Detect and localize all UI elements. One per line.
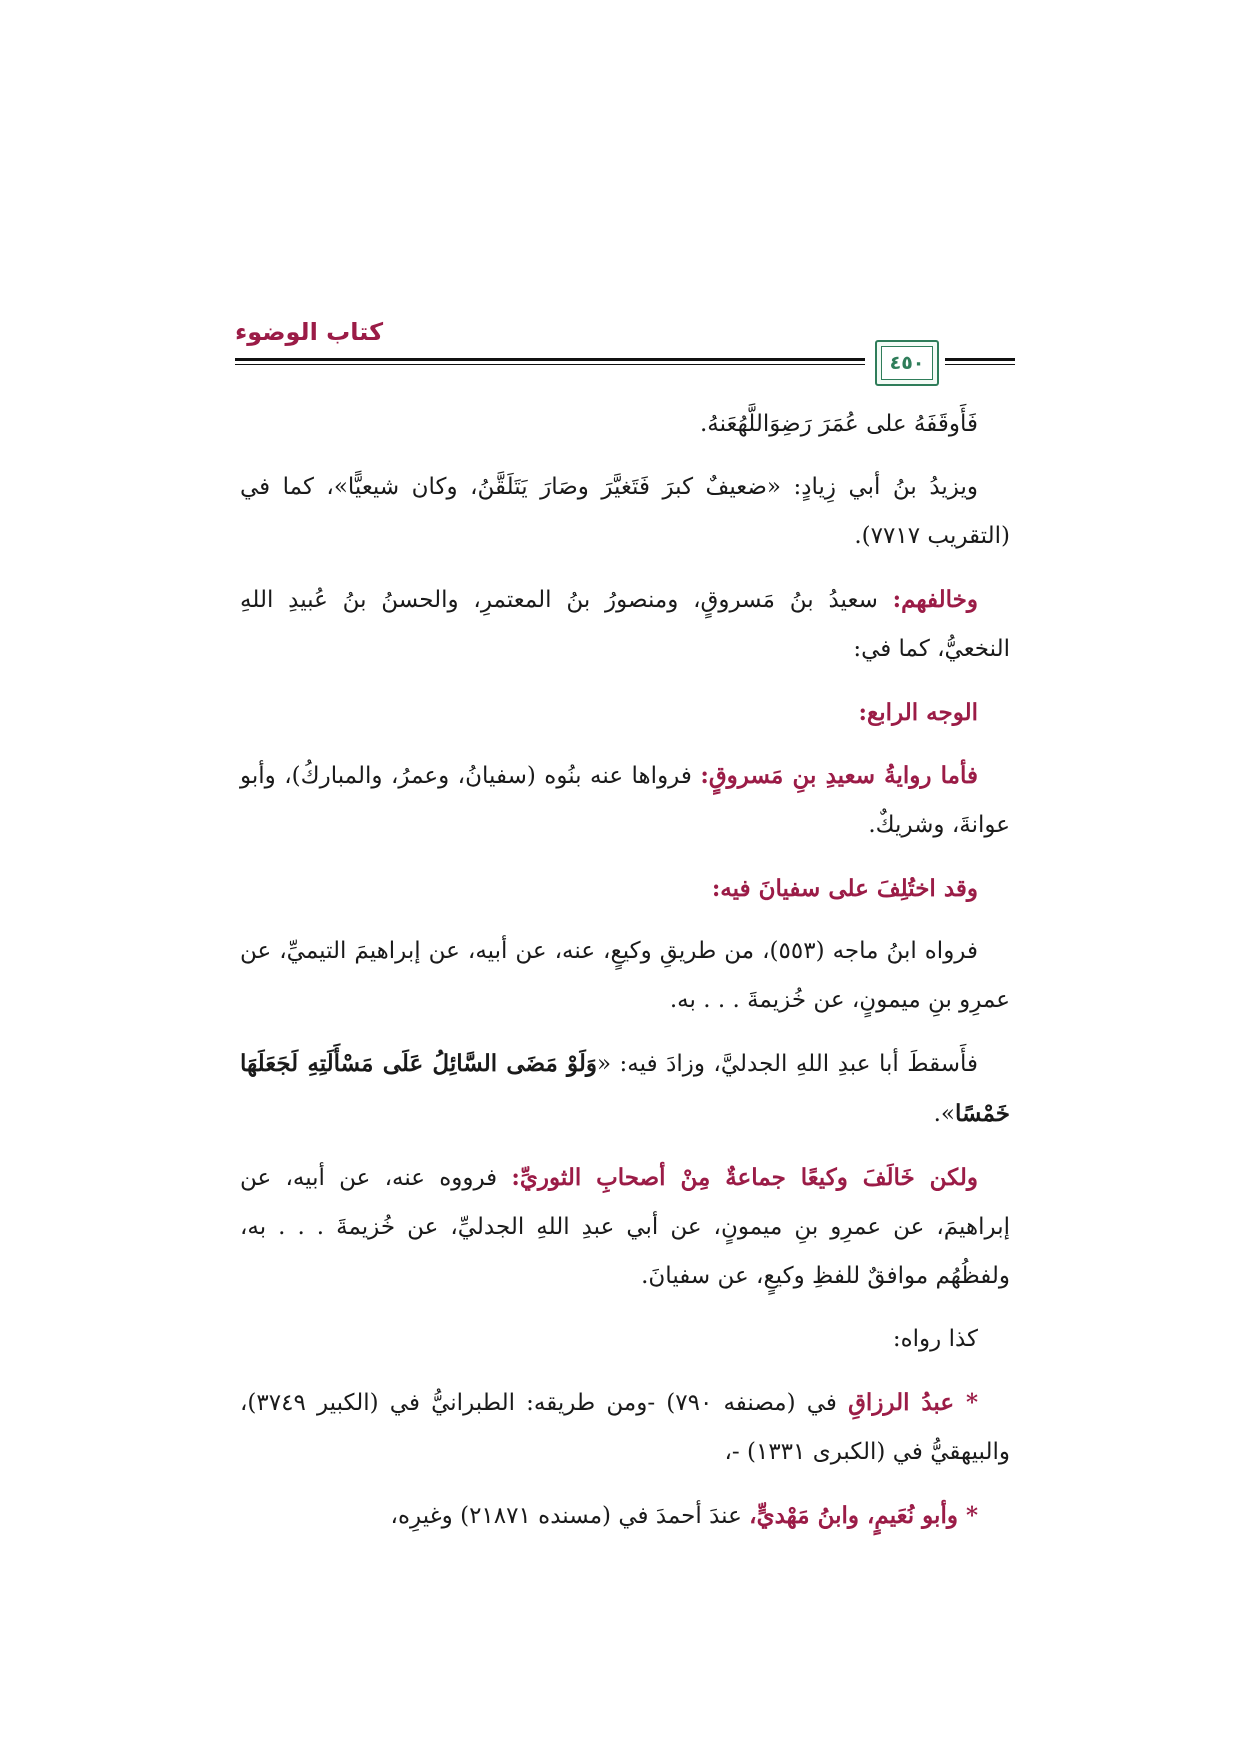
list-item (240, 1378, 1010, 1477)
paragraph: ويزيدُ بنُ أبي زِيادٍ: «ضعيفٌ كبرَ فَتَغيَّرَ وصَارَ يَتَلَقَّنُ، وكان شيعيًّا»، كما في (التقريب ٧٧١٧). (240, 474, 1010, 549)
paragraph (240, 1039, 1010, 1139)
header-rule-thin (235, 364, 865, 365)
paragraph-text: سعيدُ بنُ مَسروقٍ، ومنصورُ بنُ المعتمرِ، والحسنُ بنُ عُبيدِ اللهِ النخعيُّ، كما في: (240, 587, 1010, 662)
paragraph: كذا رواه: (892, 1326, 978, 1352)
section-heading: الوجه الرابع: (858, 699, 978, 726)
paragraph-tail: ». (933, 1101, 955, 1127)
page-number: ٤٥٠ (889, 352, 925, 374)
header-rule-thick-right (945, 358, 1015, 361)
paragraph-lead: وأبو نُعَيمٍ، وابنُ مَهْديٍّ، (749, 1502, 958, 1529)
paragraph-lead: عبدُ الرزاقِ (848, 1389, 955, 1416)
section-heading: وقد اختُلِفَ على سفيانَ فيه: (711, 875, 978, 902)
paragraph-text: عندَ أحمدَ في (مسنده ٢١٨٧١) وغيرِه، (390, 1503, 750, 1529)
list-item (240, 1491, 1010, 1541)
bullet-star: * (954, 1389, 978, 1416)
paragraph-text: فرووه عنه، عن أبيه، عن إبراهيمَ، عن عمرِو بنِ ميمونٍ، عن أبي عبدِ اللهِ الجدليِّ، عن خُزيمةَ . . . به، ولفظُهُم موافقٌ للفظِ وكيعٍ، عن سفيانَ. (240, 1165, 1010, 1289)
paragraph-lead: ولكن خَالَفَ وكيعًا جماعةٌ مِنْ أصحابِ الثوريِّ: (511, 1164, 978, 1191)
page-body (240, 400, 1010, 1555)
paragraph: فَأَوقَفَهُ على عُمَرَ رَضِوَاللَّهُعَنهُ. (699, 411, 978, 437)
paragraph (240, 1153, 1010, 1301)
paragraph-text: في (مصنفه ٧٩٠) -ومن طريقه: الطبرانيُّ في (الكبير ٣٧٤٩)، والبيهقيُّ في (الكبرى ١٣٣١) -، (240, 1390, 1010, 1465)
paragraph-text: فرواها عنه بنُوه (سفيانُ، وعمرُ، والمباركُ)، وأبو عوانةَ، وشريكٌ. (240, 763, 1010, 838)
page-number-frame (875, 340, 939, 386)
paragraph-text: فأَسقطَ أبا عبدِ اللهِ الجدليَّ، وزادَ فيه: « (596, 1051, 978, 1077)
page-header (235, 318, 1015, 388)
header-rule-thick (235, 358, 865, 361)
paragraph-lead: وخالفهم: (892, 586, 978, 613)
paragraph (240, 575, 1010, 674)
book-title: كتاب الوضوء (235, 318, 384, 346)
header-rule-thin-right (945, 364, 1015, 365)
bullet-star: * (957, 1502, 978, 1529)
hadith-text: وَلَوْ مَضَى السَّائِلُ عَلَى مَسْأَلَتِهِ لَجَعَلَهَا خَمْسًا (240, 1050, 1010, 1127)
paragraph-lead: فأما روايةُ سعيدِ بنِ مَسروقٍ: (700, 762, 978, 789)
paragraph: فرواه ابنُ ماجه (٥٥٣)، من طريقِ وكيعٍ، عنه، عن أبيه، عن إبراهيمَ التيميِّ، عن عمرِو بنِ ميمونٍ، عن خُزيمةَ . . . به. (240, 938, 1010, 1013)
paragraph (240, 751, 1010, 850)
